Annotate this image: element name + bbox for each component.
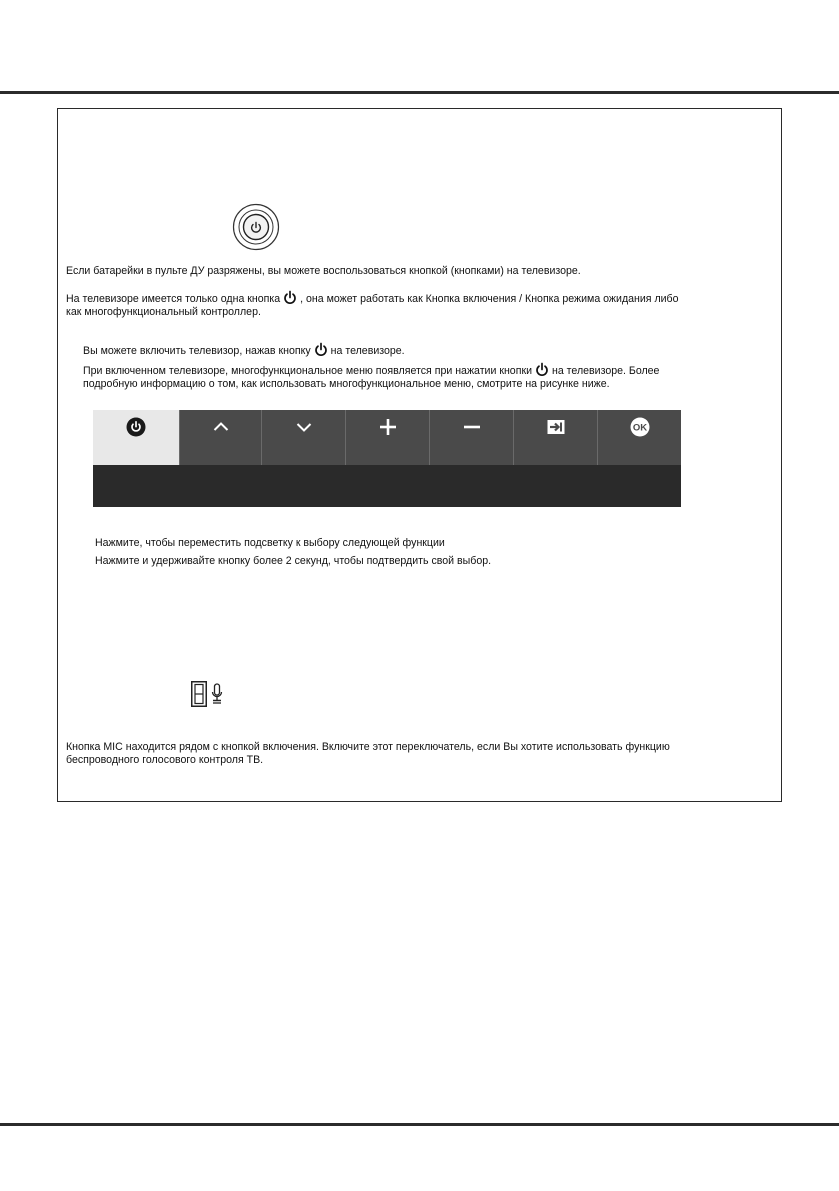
mic-switch-icon [191, 681, 207, 707]
ok-icon [630, 417, 650, 437]
power-on-paragraph [83, 342, 405, 358]
menu-item-ok[interactable] [597, 410, 681, 465]
menu-info-paragraph [83, 362, 659, 391]
menu-info-text-a: При включенном телевизоре, многофункциональное меню появляется при нажатии кнопки [83, 365, 532, 377]
power-icon [126, 417, 146, 437]
menu-item-minus[interactable] [429, 410, 513, 465]
plus-icon [378, 417, 398, 437]
instruction-hold: Нажмите и удерживайте кнопку более 2 секунд, чтобы подтвердить свой выбор. [95, 555, 492, 567]
chevron-up-icon [211, 417, 231, 437]
menu-item-power[interactable] [93, 410, 179, 465]
power-icon [314, 342, 328, 357]
mic-text-a: Кнопка MIC находится рядом с кнопкой включения. Включите этот переключатель, если Вы хотите использовать функцию [66, 741, 670, 753]
menu-info-text-b: на телевизоре. Более [552, 365, 660, 377]
microphone-icon [211, 683, 223, 705]
mic-paragraph [66, 741, 670, 767]
multifunction-menu [93, 410, 681, 507]
menu-item-plus[interactable] [345, 410, 429, 465]
menu-status-bar [93, 465, 681, 507]
batteries-paragraph: Если батарейки в пульте ДУ разряжены, вы можете воспользоваться кнопкой (кнопками) на телевизоре. [66, 265, 581, 277]
menu-item-up[interactable] [179, 410, 261, 465]
minus-icon [462, 417, 482, 437]
power-on-text-b: на телевизоре. [330, 345, 405, 357]
chevron-down-icon [294, 417, 314, 437]
top-rule [0, 91, 839, 94]
mic-text-b: беспроводного голосового контроля ТВ. [66, 754, 264, 766]
ok-label: OK [632, 422, 647, 434]
power-icon [283, 290, 297, 305]
single-button-text-a: На телевизоре имеется только одна кнопка [66, 293, 281, 305]
menu-item-input[interactable] [513, 410, 597, 465]
single-button-text-c: как многофункциональный контроллер. [66, 306, 261, 318]
single-button-text-b: , она может работать как Кнопка включения / Кнопка режима ожидания либо [300, 293, 679, 305]
bottom-rule [0, 1123, 839, 1126]
tv-power-button-icon [232, 203, 280, 251]
power-icon [535, 362, 549, 377]
single-button-paragraph [66, 290, 679, 319]
menu-info-text-c: подробную информацию о том, как использовать многофункциональное меню, смотрите на рисунке ниже. [83, 378, 610, 390]
menu-item-down[interactable] [261, 410, 345, 465]
instruction-press: Нажмите, чтобы переместить подсветку к выбору следующей функции [95, 537, 445, 549]
input-source-icon [546, 417, 566, 437]
power-on-text-a: Вы можете включить телевизор, нажав кнопку [83, 345, 311, 357]
